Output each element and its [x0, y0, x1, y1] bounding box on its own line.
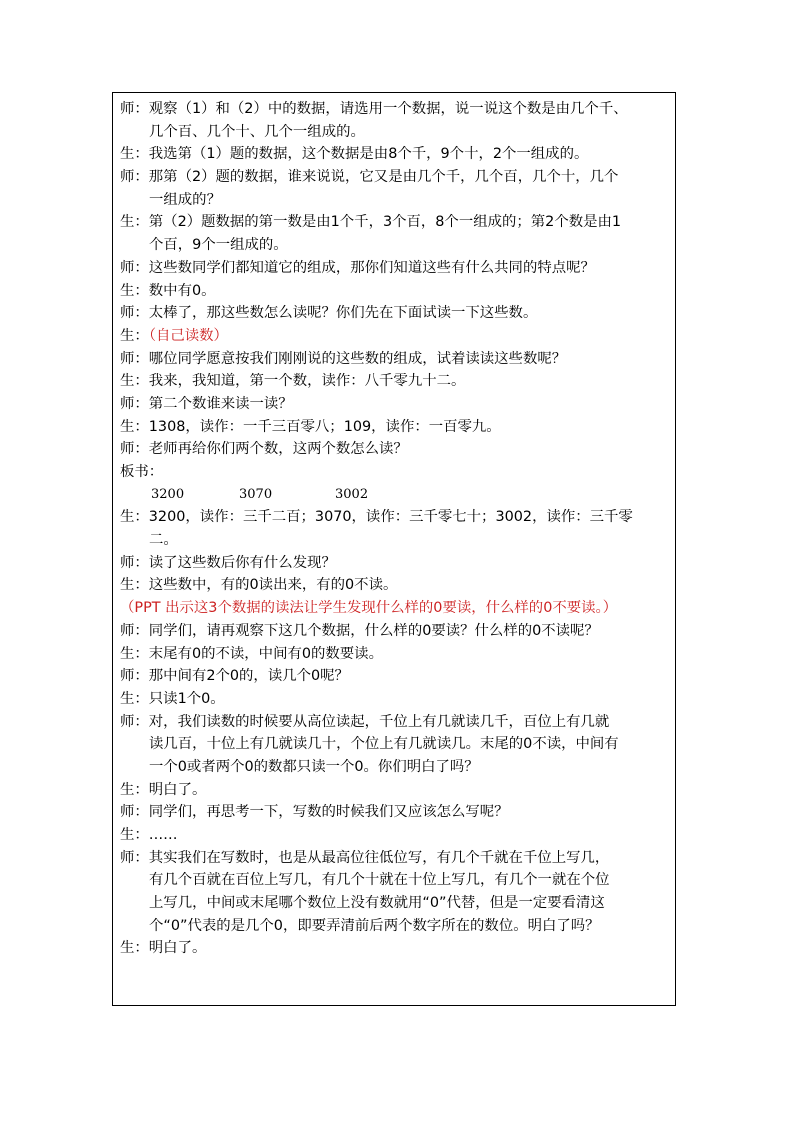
line-text: 师：哪位同学愿意按我们刚刚说的这些数的组成，试着读读这些数呢？: [120, 350, 567, 367]
line-text: 一组成的？: [149, 191, 221, 208]
dialogue-line: [120, 733, 672, 756]
dialogue-line: [120, 620, 672, 643]
dialogue-line: [120, 665, 672, 688]
line-text: 生：这些数中，有的0读出来，有的0不读。: [120, 577, 398, 594]
line-text: 生：第（2）题数据的第一数是由1个千，3个百，8个一组成的；第2个数是由1: [120, 214, 622, 231]
line-text: 生：……: [120, 827, 178, 843]
dialogue-line: [120, 643, 672, 666]
dialogue-line: [120, 257, 672, 280]
line-text: 一个0或者两个0的数都只读一个0。你们明白了吗？: [149, 758, 479, 775]
dialogue-line: [120, 143, 672, 166]
line-text: 师：太棒了，那这些数怎么读呢？你们先在下面试读一下这些数。: [120, 305, 538, 322]
board-numbers-row: [120, 484, 672, 507]
line-text: 读几百，十位上有几就读几十，个位上有几就读几。末尾的0不读，中间有: [149, 736, 619, 753]
dialogue-line: [120, 574, 672, 597]
board-number: 3200: [151, 486, 185, 502]
line-text: 个“0”代表的是几个0，即要弄清前后两个数字所在的数位。明白了吗？: [149, 917, 600, 934]
line-text: 师：其实我们在写数时，也是从最高位往低位写，有几个千就在千位上写几，: [120, 849, 610, 866]
dialogue-line: [120, 847, 672, 870]
stage-direction: （自己读数）: [148, 327, 228, 344]
dialogue-line: [120, 98, 672, 121]
line-text: 生：数中有0。: [120, 282, 216, 299]
line-text: 师：同学们，再思考一下，写数的时候我们又应该怎么写呢？: [120, 804, 509, 821]
line-text: 生：只读1个0。: [120, 690, 225, 707]
line-text: 生：3200，读作：三千二百；3070，读作：三千零七十；3002，读作：三千零: [120, 509, 633, 526]
line-text: 生：我来，我知道，第一个数，读作：八千零九十二。: [120, 373, 466, 390]
dialogue-line: [120, 756, 672, 779]
dialogue-line: [120, 348, 672, 371]
line-text: 师：观察（1）和（2）中的数据，请选用一个数据，说一说这个数是由几个千、: [120, 101, 628, 117]
line-text: 师：老师再给你们两个数，这两个数怎么读？: [120, 441, 408, 458]
line-text: 生：: [120, 327, 149, 344]
line-text: 上写几，中间或末尾哪个数位上没有数就用“0”代替，但是一定要看清这: [149, 895, 605, 912]
dialogue-line: [120, 166, 672, 189]
dialogue-line: [120, 892, 672, 915]
dialogue-line: [120, 915, 672, 938]
line-text: 生：末尾有0的不读，中间有0的数要读。: [120, 645, 383, 662]
dialogue-line: [120, 280, 672, 303]
line-text: 几个百、几个十、几个一组成的。: [149, 123, 365, 140]
dialogue-line: [120, 688, 672, 711]
dialogue-line: [120, 711, 672, 734]
line-text: （PPT 出示这3个数据的读法让学生发现什么样的0要读，什么样的0不要读。）: [120, 600, 618, 617]
dialogue-line: [120, 325, 672, 348]
line-text: 有几个百就在百位上写几，有几个十就在十位上写几，有几个一就在个位: [149, 872, 610, 889]
dialogue-line: [120, 506, 672, 529]
dialogue-line: [120, 824, 672, 847]
line-text: 师：同学们，请再观察下这几个数据，什么样的0要读？什么样的0不读呢？: [120, 622, 599, 639]
dialogue-line: [120, 779, 672, 802]
line-text: 生：明白了。: [120, 781, 207, 798]
dialogue-line: [120, 234, 672, 257]
board-number: 3002: [335, 486, 369, 502]
line-text: 板书：: [120, 464, 164, 480]
line-text: 师：那第（2）题的数据，谁来说说，它又是由几个千，几个百，几个十，几个: [120, 169, 619, 186]
dialogue-line: [120, 438, 672, 461]
dialogue-line: [120, 529, 672, 552]
dialogue-line: [120, 552, 672, 575]
dialogue-line: [120, 393, 672, 416]
dialogue-line: [120, 937, 672, 960]
line-text: 生：明白了。: [120, 940, 207, 957]
line-text: 师：第二个数谁来读一读？: [120, 395, 293, 412]
dialogue-line: [120, 189, 672, 212]
line-text: 师：对，我们读数的时候要从高位读起，千位上有几就读几千，百位上有几就: [120, 713, 610, 730]
dialogue-line: [120, 370, 672, 393]
line-text: 师：读了这些数后你有什么发现？: [120, 554, 336, 571]
dialogue-line: [120, 121, 672, 144]
line-text: 生：我选第（1）题的数据，这个数据是由8个千，9个十，2个一组成的。: [120, 146, 589, 163]
line-text: 师：那中间有2个0的，读几个0呢？: [120, 668, 349, 685]
lesson-dialogue: [120, 98, 672, 960]
dialogue-line: [120, 302, 672, 325]
dialogue-line: [120, 597, 672, 620]
dialogue-line: [120, 211, 672, 234]
dialogue-line: [120, 461, 672, 484]
dialogue-line: [120, 869, 672, 892]
dialogue-line: [120, 801, 672, 824]
line-text: 师：这些数同学们都知道它的组成，那你们知道这些有什么共同的特点呢？: [120, 259, 595, 276]
board-number: 3070: [239, 486, 273, 502]
dialogue-line: [120, 416, 672, 439]
line-text: 个百，9个一组成的。: [149, 237, 288, 254]
line-text: 生：1308，读作：一千三百零八；109，读作：一百零九。: [120, 418, 501, 435]
line-text: 二。: [149, 532, 178, 549]
